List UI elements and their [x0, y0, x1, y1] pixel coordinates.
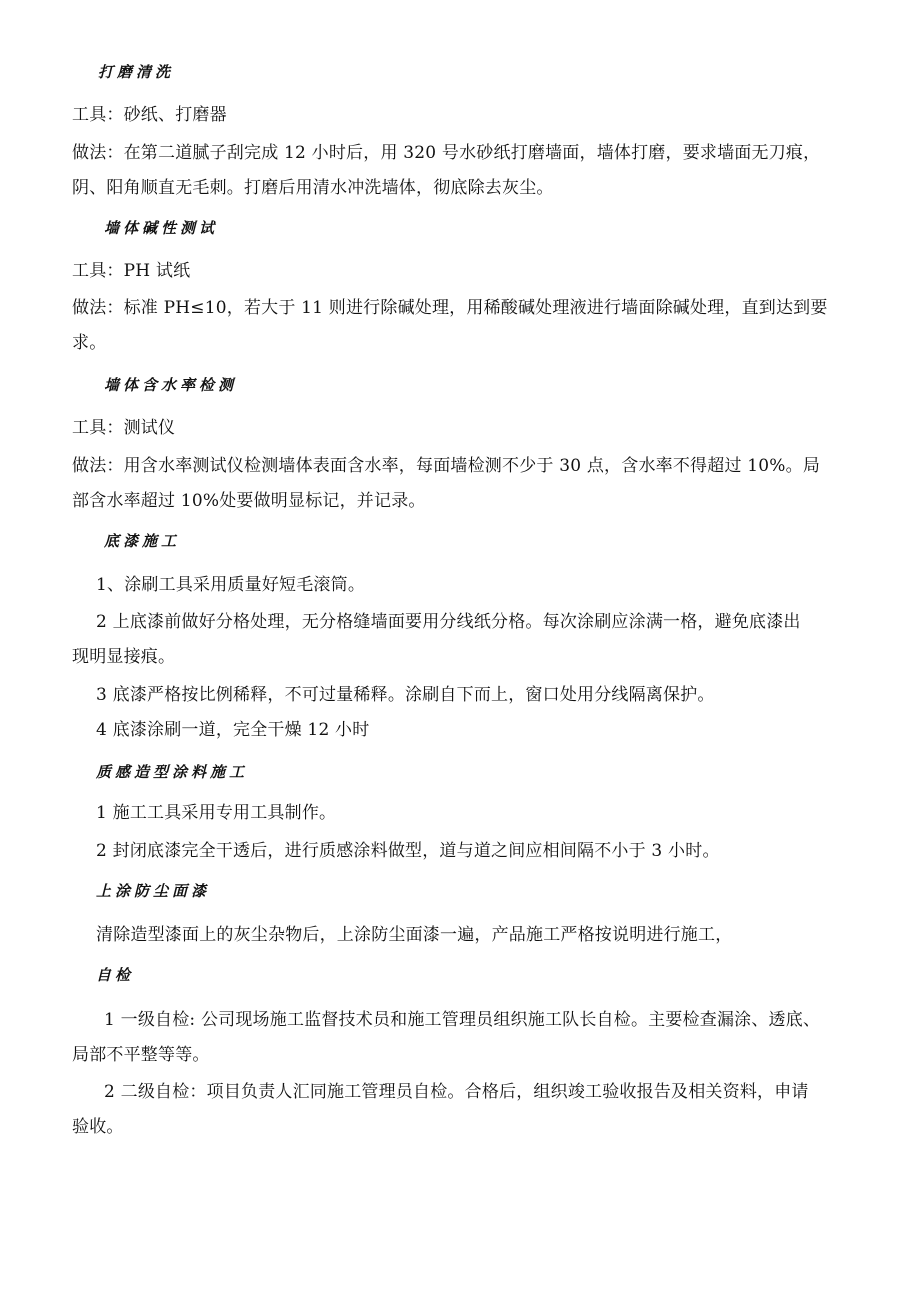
paragraph-line: 3 底漆严格按比例稀释，不可过量稀释。涂刷自下而上，窗口处用分线隔离保护。 — [96, 685, 715, 705]
section-heading-moisture-test: 墙体含水率检测 — [104, 376, 238, 394]
section-heading-primer: 底漆施工 — [104, 532, 181, 550]
section-heading-alkalinity-test: 墙体碱性测试 — [104, 219, 219, 237]
paragraph-line: 做法：在第二道腻子刮完成 12 小时后，用 320 号水砂纸打磨墙面，墙体打磨，要求墙面无刀痕， — [72, 143, 821, 163]
paragraph-line: 阴、阳角顺直无毛刺。打磨后用清水冲洗墙体，彻底除去灰尘。 — [72, 178, 554, 198]
paragraph-line: 2 二级自检：项目负责人汇同施工管理员自检。合格后，组织竣工验收报告及相关资料，申请 — [104, 1082, 809, 1102]
paragraph-line: 局部不平整等等。 — [72, 1045, 210, 1065]
paragraph-line: 做法：标准 PH≤10，若大于 11 则进行除碱处理，用稀酸碱处理液进行墙面除碱处理，直到达到要 — [72, 298, 828, 318]
section-heading-topcoat: 上涂防尘面漆 — [96, 882, 211, 900]
paragraph-line: 4 底漆涂刷一道，完全干燥 12 小时 — [96, 720, 370, 740]
paragraph-line: 求。 — [72, 333, 107, 353]
paragraph-line: 2 上底漆前做好分格处理，无分格缝墙面要用分线纸分格。每次涂刷应涂满一格，避免底漆出 — [96, 612, 801, 632]
paragraph-line: 验收。 — [72, 1117, 124, 1137]
paragraph-line: 现明显接痕。 — [72, 647, 176, 667]
paragraph-line: 清除造型漆面上的灰尘杂物后，上涂防尘面漆一遍，产品施工严格按说明进行施工， — [96, 925, 733, 945]
paragraph-line: 1 施工工具采用专用工具制作。 — [96, 803, 337, 823]
paragraph-line: 部含水率超过 10%处要做明显标记，并记录。 — [72, 491, 426, 511]
section-heading-self-inspection: 自检 — [96, 966, 135, 984]
section-heading-polish: 打磨清洗 — [98, 63, 175, 81]
paragraph-line: 1、涂刷工具采用质量好短毛滚筒。 — [96, 575, 366, 595]
paragraph-line: 工具：PH 试纸 — [72, 261, 191, 281]
paragraph-line: 工具：砂纸、打磨器 — [72, 105, 227, 125]
paragraph-line: 工具：测试仪 — [72, 418, 176, 438]
paragraph-line: 做法：用含水率测试仪检测墙体表面含水率，每面墙检测不少于 30 点，含水率不得超过 10%。局 — [72, 456, 821, 476]
section-heading-texture-coating: 质感造型涂料施工 — [96, 763, 249, 781]
paragraph-line: 1 一级自检: 公司现场施工监督技术员和施工管理员组织施工队长自检。主要检查漏涂、透底、 — [104, 1010, 821, 1030]
paragraph-line: 2 封闭底漆完全干透后，进行质感涂料做型，道与道之间应相间隔不小于 3 小时。 — [96, 841, 720, 861]
